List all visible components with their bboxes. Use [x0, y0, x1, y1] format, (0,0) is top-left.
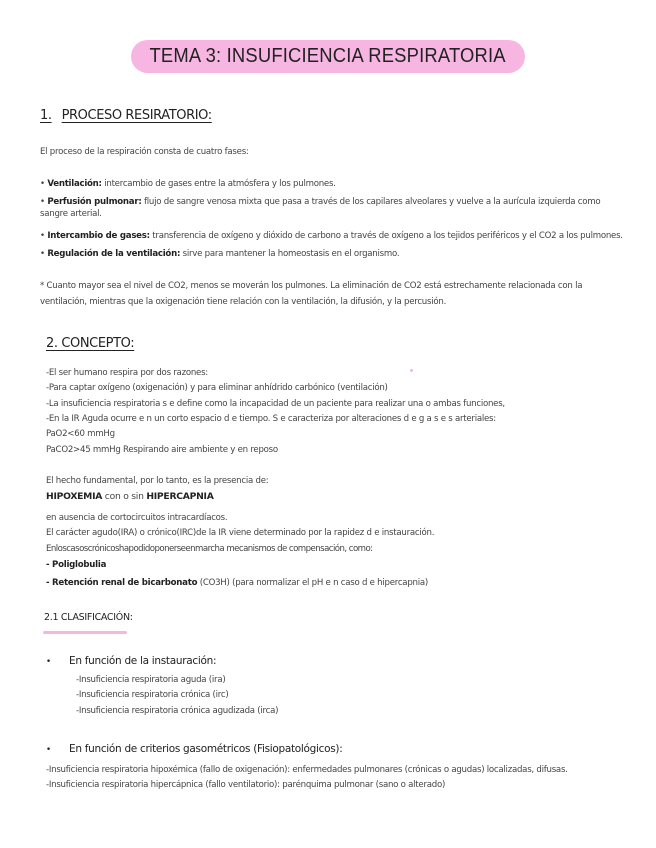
classification-item: -Insuficiencia respiratoria hipoxémica (fallo de oxigenación): enfermedades pulmonares (crónicas o agudas) localizadas, difusas.	[46, 765, 568, 775]
bicarbonate-text: (CO3H) (para normalizar el pH e n caso d e hipercapnia)	[197, 578, 428, 588]
concept-line	[46, 577, 428, 589]
phase-text: flujo de sangre venosa mixta que pasa a través de los capilares alveolares y vuelve a la aurícula izquierda como sangre arterial.	[40, 197, 601, 219]
phase-regulation: • Regulación de la ventilación: sirve para mantener la homeostasis en el organismo.	[40, 249, 400, 259]
bicarbonate-term: - Retención renal de bicarbonato	[46, 578, 198, 588]
phase-text: transferencia de oxígeno y dióxido de carbono a través de oxígeno a los tejidos periféricos y el CO2 a los pulmones.	[149, 231, 623, 241]
hipercapnia-term: HIPERCAPNIA	[146, 491, 214, 502]
phase-term: Perfusión pulmonar:	[47, 197, 142, 207]
connector-text: con o sin	[102, 491, 147, 502]
concept-line: Enloscasoscrónicoshapodidoponerseenmarcha mecanismos de compensación, como:	[46, 544, 373, 554]
bullet-icon: •	[46, 745, 52, 755]
hipoxemia-term: HIPOXEMIA	[46, 491, 103, 502]
section-2-heading: 2. CONCEPTO:	[46, 336, 135, 351]
classification-item: -Insuficiencia respiratoria aguda (ira)	[76, 675, 226, 685]
section-1-note-line-1: * Cuanto mayor sea el nivel de CO2, menos se moverán los pulmones. La eliminación de CO2 está estrechamente relacionada con la	[40, 281, 583, 291]
phase-ventilation: • Ventilación: intercambio de gases entre la atmósfera y los pulmones.	[40, 179, 336, 189]
phase-term: Regulación de la ventilación:	[47, 249, 181, 259]
concept-line: -En la IR Aguda ocurre e n un corto espacio d e tiempo. S e caracteriza por alteraciones d e g a s e s arteriales:	[46, 414, 496, 424]
concept-line: PaO2<60 mmHg	[46, 429, 115, 439]
classification-a-heading: En función de la instauración:	[69, 655, 217, 667]
concept-line: -La insuficiencia respiratoria s e define como la incapacidad de un paciente para realizar una o ambas funciones,	[46, 399, 505, 409]
phase-term: Ventilación:	[47, 179, 102, 189]
title-banner	[131, 40, 525, 73]
section-1-number: 1.	[40, 108, 52, 123]
concept-key-line	[46, 491, 214, 503]
section-2-1-underline	[43, 631, 127, 634]
phase-text: intercambio de gases entre la atmósfera y los pulmones.	[101, 179, 336, 189]
concept-line: -Para captar oxígeno (oxigenación) y para eliminar anhídrido carbónico (ventilación)	[46, 383, 388, 393]
classification-item: -Insuficiencia respiratoria crónica agudizada (irca)	[76, 706, 279, 716]
section-1-title: PROCESO RESIRATORIO:	[61, 108, 212, 123]
concept-line: El hecho fundamental, por lo tanto, es la presencia de:	[46, 476, 269, 486]
document-title: TEMA 3: INSUFICIENCIA RESPIRATORIA	[149, 45, 507, 67]
poliglobulia-term: - Poliglobulia	[46, 560, 107, 570]
concept-line: PaCO2>45 mmHg Respirando aire ambiente y en reposo	[46, 445, 278, 455]
classification-item: -Insuficiencia respiratoria crónica (irc)	[76, 690, 229, 700]
concept-line: -El ser humano respira por dos razones:	[46, 368, 208, 378]
concept-line	[46, 559, 106, 571]
concept-line: El carácter agudo(IRA) o crónico(IRC)de la IR viene determinado por la rapidez d e instauración.	[46, 528, 435, 538]
concept-line: en ausencia de cortocircuitos intracardíacos.	[46, 513, 228, 523]
bullet-icon: •	[46, 657, 52, 667]
section-1-heading	[40, 108, 212, 123]
phase-text: sirve para mantener la homeostasis en el organismo.	[180, 249, 400, 259]
section-1-note-line-2: ventilación, mientras que la oxigenación tiene relación con la ventilación, la difusión, y la percusión.	[40, 297, 447, 307]
classification-item: -Insuficiencia respiratoria hipercápnica (fallo ventilatorio): parénquima pulmonar (sano o alterado)	[46, 780, 446, 790]
pink-dot-mark	[410, 369, 413, 372]
section-2-1-heading: 2.1 CLASIFICACIÓN:	[44, 612, 133, 623]
classification-b-heading: En función de criterios gasométricos (Fisiopatológicos):	[69, 743, 343, 755]
phase-perfusion: • Perfusión pulmonar: flujo de sangre venosa mixta que pasa a través de los capilares alveolares y vuelve a la aurícula izquierda como sangre arterial.	[40, 197, 601, 219]
section-1-intro: El proceso de la respiración consta de cuatro fases:	[40, 147, 249, 157]
phase-gas-exchange: • Intercambio de gases: transferencia de oxígeno y dióxido de carbono a través de oxígeno a los tejidos periféricos y el CO2 a los pulmones.	[40, 231, 623, 241]
phase-term: Intercambio de gases:	[47, 231, 150, 241]
